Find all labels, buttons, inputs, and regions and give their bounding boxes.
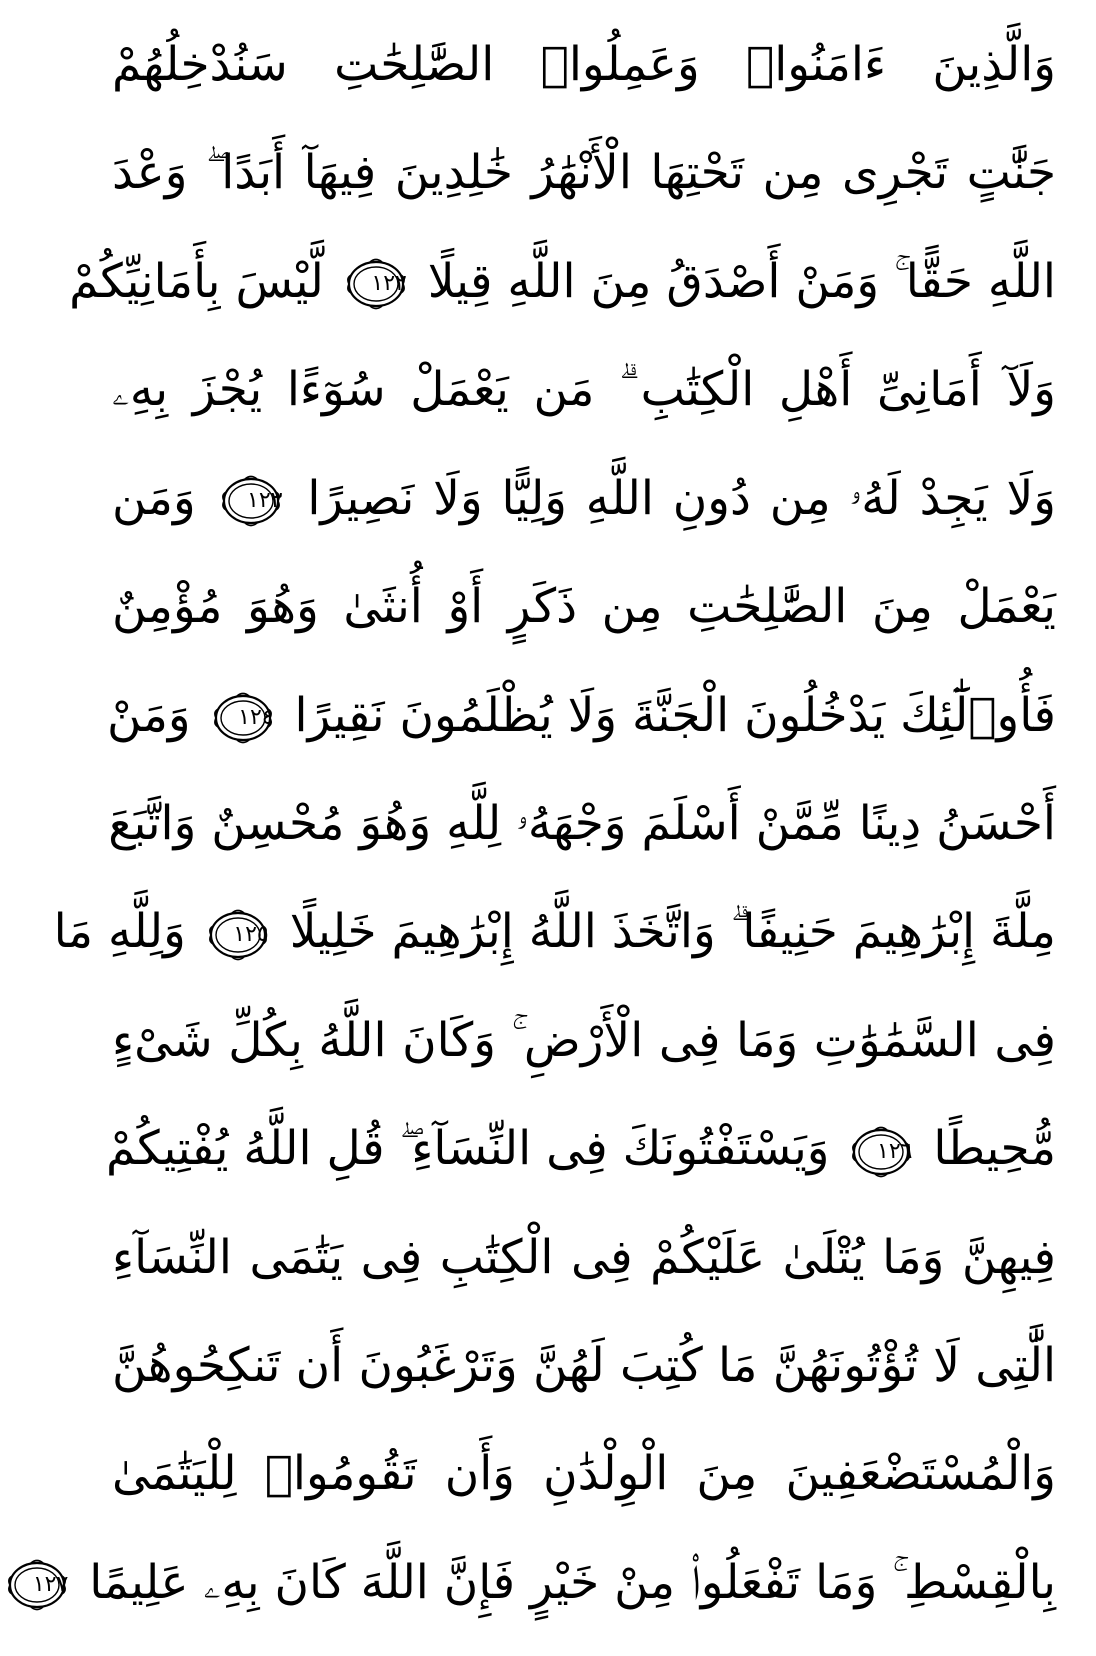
ayah-number: ١٢٧ [32,1572,69,1598]
text-line [112,1215,1056,1301]
text-line [112,456,1056,542]
verse-text: وَيَسْتَفْتُونَكَ فِى النِّسَآءِ ۖ قُلِ اللَّهُ يُفْتِيكُمْ [106,1121,830,1177]
text-line [112,22,1056,108]
text-line [112,1431,1056,1517]
verse-text: وَالْمُسْتَضْعَفِينَ مِنَ الْوِلْدَٰنِ وَأَن تَقُومُوا۟ لِلْيَتَٰمَىٰ [112,1446,1056,1502]
text-line [69,239,1056,325]
text-line [106,1106,1056,1192]
text-line [112,130,1056,216]
text-line [112,347,1056,433]
verse-text: فِى السَّمَٰوَٰتِ وَمَا فِى الْأَرْضِ ۚ وَكَانَ اللَّهُ بِكُلِّ شَىْءٍ [112,1012,1056,1068]
verse-text: فَأُو۟لَٰٓئِكَ يَدْخُلُونَ الْجَنَّةَ وَلَا يُظْلَمُونَ نَقِيرًا [294,687,1056,743]
verse-text: مُّحِيطًا [933,1121,1056,1177]
verse-text: الَّٰتِى لَا تُؤْتُونَهُنَّ مَا كُتِبَ لَهُنَّ وَتَرْغَبُونَ أَن تَنكِحُوهُنَّ [112,1338,1056,1394]
text-line [112,998,1056,1084]
verse-text: بِالْقِسْطِ ۚ وَمَا تَفْعَلُوا۟ مِنْ خَيْرٍ فَإِنَّ اللَّهَ كَانَ بِهِۦ عَلِيمًا [89,1554,1056,1610]
text-line [106,673,1056,759]
verse-text: وَمَنْ [106,687,191,743]
ayah-number: ١٢٣ [247,488,283,514]
ayah-end-marker-icon [207,908,269,962]
verse-text: لَّيْسَ بِأَمَانِيِّكُمْ [69,253,324,309]
text-line [32,1540,1056,1626]
ayah-end-marker-icon [220,474,282,528]
ayah-end-marker-icon [850,1125,912,1179]
verse-text: وَالَّذِينَ ءَامَنُوا۟ وَعَمِلُوا۟ الصَّٰلِحَٰتِ سَنُدْخِلُهُمْ [112,37,1056,92]
text-line [108,781,1056,867]
ayah-number: ١٢٦ [877,1138,913,1164]
ayah-end-marker-icon [345,257,407,311]
verse-text: اللَّهِ حَقًّا ۚ وَمَنْ أَصْدَقُ مِنَ اللَّهِ قِيلًا [427,253,1056,309]
ayah-end-marker-icon [6,1558,68,1612]
verse-text: وَلَآ أَمَانِىِّ أَهْلِ الْكِتَٰبِ ۗ مَن يَعْمَلْ سُوٓءًا يُجْزَ بِهِۦ [112,362,1056,418]
verse-text: يَعْمَلْ مِنَ الصَّٰلِحَٰتِ مِن ذَكَرٍ أَوْ أُنثَىٰ وَهُوَ مُؤْمِنٌ [112,579,1056,635]
ayah-number: ١٢٥ [233,921,269,947]
verse-text: فِيهِنَّ وَمَا يُتْلَىٰ عَلَيْكُمْ فِى الْكِتَٰبِ فِى يَتَٰمَى النِّسَآءِ [112,1229,1056,1285]
verse-text: مِلَّةَ إِبْرَٰهِيمَ حَنِيفًا ۗ وَاتَّخَذَ اللَّهُ إِبْرَٰهِيمَ خَلِيلًا [289,904,1056,960]
verse-text: جَنَّٰتٍ تَجْرِى مِن تَحْتِهَا الْأَنْهَٰرُ خَٰلِدِينَ فِيهَآ أَبَدًا ۖ وَعْدَ [112,145,1056,201]
verse-text: وَلَا يَجِدْ لَهُۥ مِن دُونِ اللَّهِ وَلِيًّا وَلَا نَصِيرًا [307,470,1056,526]
verse-text: وَلِلَّهِ مَا [53,904,186,960]
verse-text: وَمَن [112,470,196,526]
text-line [112,1323,1056,1409]
ayah-number: ١٢٤ [238,705,274,731]
mushaf-page [32,0,1096,1656]
text-line [53,889,1056,975]
text-line [112,564,1056,650]
ayah-end-marker-icon [212,691,274,745]
verse-text: أَحْسَنُ دِينًا مِّمَّنْ أَسْلَمَ وَجْهَهُۥ لِلَّهِ وَهُوَ مُحْسِنٌ وَاتَّبَعَ [108,795,1056,851]
ayah-number: ١٢٢ [371,271,407,297]
